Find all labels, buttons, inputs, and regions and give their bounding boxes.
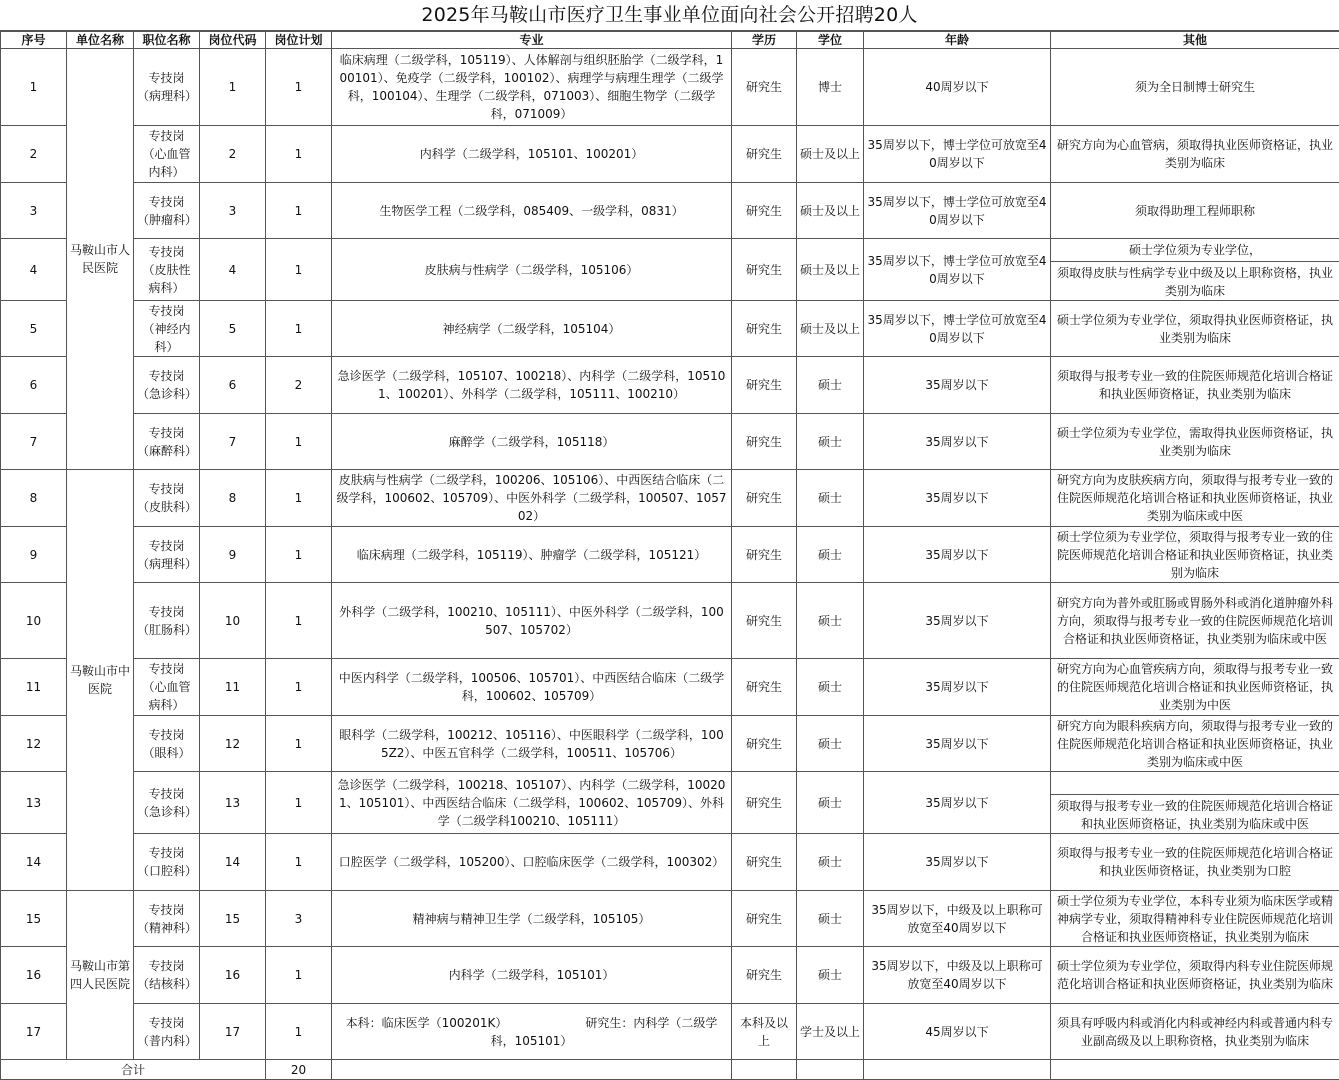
recruitment-table <box>0 31 1339 1080</box>
cell-education: 研究生 <box>732 414 797 470</box>
cell-education: 研究生 <box>732 183 797 239</box>
header-age: 年龄 <box>864 32 1051 49</box>
cell-age: 35周岁以下 <box>864 357 1051 414</box>
cell-other: 须为全日制博士研究生 <box>1051 49 1339 126</box>
cell-education: 研究生 <box>732 716 797 772</box>
cell-position: 专技岗（急诊科） <box>134 357 200 414</box>
cell-other: 须取得与报考专业一致的住院医师规范化培训合格证和执业医师资格证，执业类别为临床或中医 <box>1056 799 1333 831</box>
cell-position: 专技岗（肿瘤科） <box>134 183 200 239</box>
cell-seq: 13 <box>1 772 67 834</box>
header-unit: 单位名称 <box>67 32 134 49</box>
cell-position: 专技岗（皮肤科） <box>134 470 200 527</box>
cell-degree: 硕士 <box>797 470 864 527</box>
cell-code: 11 <box>200 659 266 716</box>
header-code: 岗位代码 <box>200 32 266 49</box>
cell-degree: 硕士 <box>797 414 864 470</box>
cell-major: 皮肤病与性病学（二级学科，100206、105106）、中西医结合临床（二级学科，100602、105709）、中医外科学（二级学科，100507、105702） <box>332 470 732 527</box>
cell-code: 3 <box>200 183 266 239</box>
cell-degree: 硕士 <box>797 772 864 834</box>
cell-degree: 硕士 <box>797 891 864 947</box>
cell-age: 45周岁以下 <box>864 1004 1051 1060</box>
cell-plan: 1 <box>266 659 332 716</box>
cell-education: 研究生 <box>732 659 797 716</box>
cell-other: 须取得与报考专业一致的住院医师规范化培训合格证和执业医师资格证，执业类别为口腔 <box>1051 834 1339 891</box>
cell-code: 4 <box>200 239 266 301</box>
cell-education: 研究生 <box>732 527 797 583</box>
total-empty <box>732 1060 797 1080</box>
cell-education: 研究生 <box>732 583 797 659</box>
cell-plan: 1 <box>266 947 332 1004</box>
total-row <box>1 1060 1339 1080</box>
cell-degree: 硕士及以上 <box>797 126 864 183</box>
cell-other: 研究方向为皮肤疾病方向，须取得与报考专业一致的住院医师规范化培训合格证和执业医师资格证，执业类别为临床或中医 <box>1051 470 1339 527</box>
cell-plan: 2 <box>266 357 332 414</box>
unit-cell: 马鞍山市中医院 <box>67 470 134 891</box>
cell-education: 研究生 <box>732 239 797 301</box>
table-row <box>1 659 1339 716</box>
cell-other: 硕士学位须为专业学位，须取得执业医师资格证，执业类别为临床 <box>1051 301 1339 357</box>
cell-major: 神经病学（二级学科，105104） <box>332 301 732 357</box>
cell-position: 专技岗（口腔科） <box>134 834 200 891</box>
cell-other: 须取得助理工程师职称 <box>1051 183 1339 239</box>
cell-other-top: 硕士学位须为专业学位， <box>1051 239 1339 262</box>
cell-position: 专技岗（急诊科） <box>134 772 200 834</box>
cell-seq: 6 <box>1 357 67 414</box>
cell-education: 本科及以上 <box>732 1004 797 1060</box>
cell-other: 研究方向为心血管疾病方向，须取得与报考专业一致的住院医师规范化培训合格证和执业医师资格证，执业类别为中医 <box>1051 659 1339 716</box>
cell-major: 精神病与精神卫生学（二级学科，105105） <box>332 891 732 947</box>
cell-degree: 硕士 <box>797 527 864 583</box>
table-row <box>1 583 1339 659</box>
table-row <box>1 891 1339 947</box>
cell-age: 35周岁以下 <box>864 414 1051 470</box>
cell-code: 12 <box>200 716 266 772</box>
cell-education: 研究生 <box>732 357 797 414</box>
total-value: 20 <box>266 1060 332 1080</box>
cell-plan: 1 <box>266 716 332 772</box>
cell-education: 研究生 <box>732 834 797 891</box>
table-row <box>1 126 1339 183</box>
table-row <box>1 49 1339 126</box>
cell-position: 专技岗（皮肤性病科） <box>134 239 200 301</box>
cell-degree: 硕士 <box>797 834 864 891</box>
cell-major: 眼科学（二级学科，100212、105116）、中医眼科学（二级学科，1005Z2）、中医五官科学（二级学科，100511、105706） <box>332 716 732 772</box>
cell-age: 35周岁以下，博士学位可放宽至40周岁以下 <box>864 126 1051 183</box>
cell-code: 7 <box>200 414 266 470</box>
cell-education: 研究生 <box>732 470 797 527</box>
table-row <box>1 301 1339 357</box>
cell-education: 研究生 <box>732 891 797 947</box>
cell-other: 硕士学位须为专业学位，须取得与报考专业一致的住院医师规范化培训合格证和执业医师资格证，执业类别为临床 <box>1051 527 1339 583</box>
cell-seq: 4 <box>1 239 67 301</box>
cell-plan: 1 <box>266 414 332 470</box>
cell-major: 急诊医学（二级学科，100218、105107）、内科学（二级学科，100201、105101）、中西医结合临床（二级学科，100602、105709）、外科学（二级学科100210、105111） <box>332 772 732 834</box>
cell-seq: 2 <box>1 126 67 183</box>
total-label: 合计 <box>1 1060 266 1080</box>
cell-degree: 硕士 <box>797 716 864 772</box>
cell-position: 专技岗（心血管病科） <box>134 659 200 716</box>
cell-seq: 12 <box>1 716 67 772</box>
total-empty <box>332 1060 732 1080</box>
cell-plan: 1 <box>266 583 332 659</box>
cell-code: 10 <box>200 583 266 659</box>
cell-seq: 17 <box>1 1004 67 1060</box>
cell-plan: 1 <box>266 1004 332 1060</box>
header-plan: 岗位计划 <box>266 32 332 49</box>
header-other: 其他 <box>1051 32 1339 49</box>
cell-plan: 1 <box>266 527 332 583</box>
cell-seq: 8 <box>1 470 67 527</box>
unit-cell: 马鞍山市第四人民医院 <box>67 891 134 1060</box>
cell-degree: 硕士 <box>797 583 864 659</box>
cell-seq: 5 <box>1 301 67 357</box>
total-empty <box>1051 1060 1339 1080</box>
cell-plan: 1 <box>266 126 332 183</box>
cell-position: 专技岗（病理科） <box>134 49 200 126</box>
table-row <box>1 716 1339 772</box>
cell-education: 研究生 <box>732 301 797 357</box>
cell-other: 须具有呼吸内科或消化内科或神经内科或普通内科专业副高级及以上职称资格，执业类别为临床 <box>1051 1004 1339 1060</box>
cell-degree: 硕士及以上 <box>797 183 864 239</box>
cell-major: 麻醉学（二级学科，105118） <box>332 414 732 470</box>
sheet-title: 2025年马鞍山市医疗卫生事业单位面向社会公开招聘20人 <box>0 0 1339 31</box>
cell-major: 内科学（二级学科，105101、100201） <box>332 126 732 183</box>
table-row <box>1 834 1339 891</box>
cell-code: 9 <box>200 527 266 583</box>
cell-major: 皮肤病与性病学（二级学科，105106） <box>332 239 732 301</box>
cell-age: 35周岁以下 <box>864 659 1051 716</box>
cell-seq: 9 <box>1 527 67 583</box>
total-empty <box>864 1060 1051 1080</box>
cell-other: 研究方向为眼科疾病方向，须取得与报考专业一致的住院医师规范化培训合格证和执业医师资格证，执业类别为临床或中医 <box>1051 716 1339 772</box>
cell-seq: 7 <box>1 414 67 470</box>
cell-code: 15 <box>200 891 266 947</box>
table-row <box>1 239 1339 301</box>
cell-education: 研究生 <box>732 947 797 1004</box>
cell-position: 专技岗（麻醉科） <box>134 414 200 470</box>
cell-plan: 1 <box>266 239 332 301</box>
cell-age: 35周岁以下 <box>864 583 1051 659</box>
cell-degree: 硕士 <box>797 659 864 716</box>
cell-major: 本科：临床医学（100201K） 研究生：内科学（二级学科，105101） <box>332 1004 732 1060</box>
cell-major: 外科学（二级学科，100210、105111）、中医外科学（二级学科，100507、105702） <box>332 583 732 659</box>
cell-code: 5 <box>200 301 266 357</box>
cell-age: 35周岁以下 <box>864 834 1051 891</box>
cell-other-top-empty <box>1051 772 1339 795</box>
cell-code: 8 <box>200 470 266 527</box>
cell-code: 16 <box>200 947 266 1004</box>
header-education: 学历 <box>732 32 797 49</box>
cell-other: 研究方向为心血管病，须取得执业医师资格证，执业类别为临床 <box>1051 126 1339 183</box>
cell-plan: 1 <box>266 470 332 527</box>
cell-age: 35周岁以下，中级及以上职称可放宽至40周岁以下 <box>864 947 1051 1004</box>
cell-plan: 1 <box>266 183 332 239</box>
cell-position: 专技岗（精神科） <box>134 891 200 947</box>
cell-seq: 14 <box>1 834 67 891</box>
cell-other-split <box>1051 772 1339 834</box>
cell-age: 35周岁以下，中级及以上职称可放宽至40周岁以下 <box>864 891 1051 947</box>
cell-seq: 3 <box>1 183 67 239</box>
cell-plan: 1 <box>266 49 332 126</box>
cell-age: 35周岁以下，博士学位可放宽至40周岁以下 <box>864 239 1051 301</box>
cell-degree: 硕士及以上 <box>797 239 864 301</box>
cell-seq: 15 <box>1 891 67 947</box>
cell-position: 专技岗（结核科） <box>134 947 200 1004</box>
header-seq: 序号 <box>1 32 67 49</box>
header-degree: 学位 <box>797 32 864 49</box>
table-row <box>1 527 1339 583</box>
cell-age: 35周岁以下 <box>864 527 1051 583</box>
cell-position: 专技岗（眼科） <box>134 716 200 772</box>
cell-age: 40周岁以下 <box>864 49 1051 126</box>
cell-code: 14 <box>200 834 266 891</box>
cell-seq: 1 <box>1 49 67 126</box>
cell-seq: 11 <box>1 659 67 716</box>
cell-plan: 1 <box>266 772 332 834</box>
cell-other: 研究方向为普外或肛肠或胃肠外科或消化道肿瘤外科方向，须取得与报考专业一致的住院医师规范化培训合格证和执业医师资格证，执业类别为临床或中医 <box>1051 583 1339 659</box>
cell-degree: 硕士及以上 <box>797 301 864 357</box>
cell-major: 生物医学工程（二级学科，085409、一级学科，0831） <box>332 183 732 239</box>
table-row <box>1 947 1339 1004</box>
table-row <box>1 772 1339 834</box>
cell-age: 35周岁以下，博士学位可放宽至40周岁以下 <box>864 183 1051 239</box>
table-row <box>1 357 1339 414</box>
cell-other: 硕士学位须为专业学位，需取得执业医师资格证，执业类别为临床 <box>1051 414 1339 470</box>
cell-other: 硕士学位须为专业学位，本科专业须为临床医学或精神病学专业，须取得精神科专业住院医师规范化培训合格证和执业医师资格证，执业类别为临床 <box>1051 891 1339 947</box>
cell-code: 2 <box>200 126 266 183</box>
cell-code: 13 <box>200 772 266 834</box>
cell-education: 研究生 <box>732 126 797 183</box>
header-major: 专业 <box>332 32 732 49</box>
cell-major: 内科学（二级学科，105101） <box>332 947 732 1004</box>
cell-plan: 3 <box>266 891 332 947</box>
cell-degree: 硕士 <box>797 357 864 414</box>
header-position: 职位名称 <box>134 32 200 49</box>
cell-education: 研究生 <box>732 49 797 126</box>
cell-major: 急诊医学（二级学科，105107、100218）、内科学（二级学科，105101、100201）、外科学（二级学科，105111、100210） <box>332 357 732 414</box>
cell-code: 1 <box>200 49 266 126</box>
cell-position: 专技岗（心血管内科） <box>134 126 200 183</box>
table-row <box>1 1004 1339 1060</box>
cell-plan: 1 <box>266 301 332 357</box>
cell-age: 35周岁以下 <box>864 772 1051 834</box>
table-row <box>1 470 1339 527</box>
cell-age: 35周岁以下，博士学位可放宽至40周岁以下 <box>864 301 1051 357</box>
cell-age: 35周岁以下 <box>864 716 1051 772</box>
cell-other: 须取得与报考专业一致的住院医师规范化培训合格证和执业医师资格证，执业类别为临床 <box>1051 357 1339 414</box>
cell-degree: 博士 <box>797 49 864 126</box>
cell-plan: 1 <box>266 834 332 891</box>
unit-cell: 马鞍山市人民医院 <box>67 49 134 470</box>
table-row <box>1 183 1339 239</box>
header-row <box>1 32 1339 49</box>
cell-position: 专技岗（肛肠科） <box>134 583 200 659</box>
cell-major: 临床病理（二级学科，105119）、肿瘤学（二级学科，105121） <box>332 527 732 583</box>
cell-education: 研究生 <box>732 772 797 834</box>
cell-code: 6 <box>200 357 266 414</box>
cell-degree: 硕士 <box>797 947 864 1004</box>
cell-code: 17 <box>200 1004 266 1060</box>
cell-position: 专技岗（普内科） <box>134 1004 200 1060</box>
cell-other: 须取得皮肤与性病学专业中级及以上职称资格，执业类别为临床 <box>1056 266 1333 298</box>
cell-position: 专技岗（病理科） <box>134 527 200 583</box>
cell-position: 专技岗（神经内科） <box>134 301 200 357</box>
cell-seq: 10 <box>1 583 67 659</box>
cell-degree: 学士及以上 <box>797 1004 864 1060</box>
cell-other: 硕士学位须为专业学位，须取得内科专业住院医师规范化培训合格证和执业医师资格证，执业类别为临床 <box>1051 947 1339 1004</box>
total-empty <box>797 1060 864 1080</box>
cell-age: 35周岁以下 <box>864 470 1051 527</box>
cell-major: 临床病理（二级学科，105119）、人体解剖与组织胚胎学（二级学科，100101）、免疫学（二级学科，100102）、病理学与病理生理学（二级学科，100104）、生理学（二级学科，071003）、细胞生物学（二级学科，071009） <box>332 49 732 126</box>
cell-seq: 16 <box>1 947 67 1004</box>
table-row <box>1 414 1339 470</box>
cell-major: 中医内科学（二级学科，100506、105701）、中西医结合临床（二级学科，100602、105709） <box>332 659 732 716</box>
cell-other-split <box>1051 239 1339 301</box>
cell-major: 口腔医学（二级学科，105200）、口腔临床医学（二级学科，100302） <box>332 834 732 891</box>
